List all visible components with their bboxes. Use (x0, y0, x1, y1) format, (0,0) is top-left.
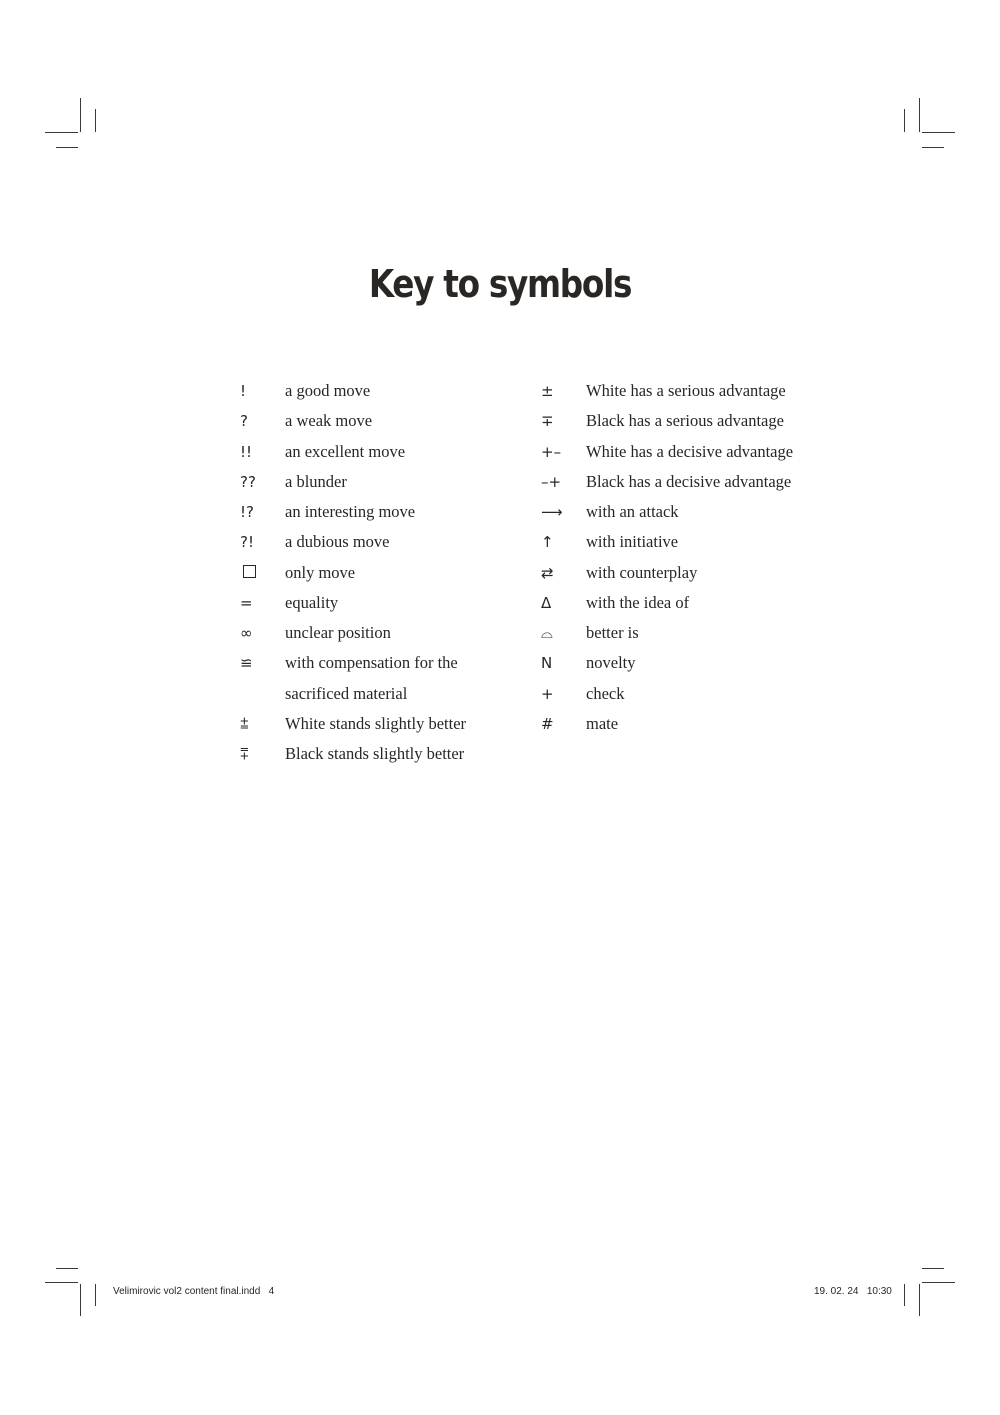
symbol-row (240, 467, 520, 497)
symbol-description: with compensation for the (285, 653, 458, 673)
symbol-row (541, 558, 841, 588)
delta-icon: Δ (541, 593, 552, 612)
symbol: + (541, 684, 554, 703)
symbol-row (240, 527, 520, 557)
symbol-description: a dubious move (285, 532, 390, 552)
symbol-list-right (541, 376, 841, 739)
symbol-description: White stands slightly better (285, 713, 467, 733)
symbol-row (240, 709, 520, 739)
symbol-description: check (586, 683, 625, 703)
symbol-row (240, 497, 520, 527)
symbol: ∞ (240, 624, 253, 643)
symbol-row (240, 618, 520, 648)
symbol-row (240, 406, 520, 436)
symbol: ⩱ (240, 745, 249, 764)
symbol-row (541, 497, 841, 527)
symbol-description: Black has a decisive advantage (586, 471, 792, 491)
symbol-row (240, 739, 520, 769)
symbol-description: Black stands slightly better (285, 744, 465, 764)
symbol-row (541, 588, 841, 618)
crop-mark (922, 1282, 955, 1283)
arrow-up-icon: ↑ (541, 533, 554, 552)
symbol-row (240, 558, 520, 588)
symbol-description: sacrificed material (285, 683, 408, 703)
crop-mark (922, 147, 944, 148)
symbol (240, 564, 285, 582)
symbol: ? (240, 412, 248, 431)
symbol-description: mate (586, 713, 619, 733)
crop-mark (80, 1284, 81, 1316)
symbol-row (240, 437, 520, 467)
symbol: ⩲ (240, 714, 249, 733)
symbol: ?! (240, 533, 254, 552)
symbol: ∓ (541, 412, 554, 431)
page-title: Key to symbols (368, 262, 632, 306)
segment-icon: ⌓ (541, 624, 553, 643)
symbol-description: unclear position (285, 623, 391, 643)
symbol-description: an excellent move (285, 441, 406, 461)
crop-mark (904, 1284, 905, 1306)
symbol: ?? (240, 472, 256, 491)
symbol-row (240, 648, 520, 678)
swap-arrows-icon: ⇄ (541, 563, 554, 582)
symbol-description: better is (586, 623, 639, 643)
symbol-description: only move (285, 562, 356, 582)
symbol-row (541, 679, 841, 709)
symbol-description: an interesting move (285, 502, 416, 522)
symbol: ≌ (240, 654, 253, 673)
symbol-row (541, 618, 841, 648)
symbol-row (541, 376, 841, 406)
symbol-description: White has a decisive advantage (586, 441, 794, 461)
crop-mark (904, 109, 905, 132)
arrow-right-icon: ⟶ (541, 503, 563, 522)
symbol-description: Black has a serious advantage (586, 411, 784, 431)
symbol-description: with the idea of (586, 592, 690, 612)
symbol-description: a blunder (285, 471, 347, 491)
symbol: –+ (541, 472, 562, 491)
symbol: N (541, 654, 553, 673)
footer-filename: Velimirovic vol2 content final.indd 4 (113, 1286, 275, 1297)
crop-mark (919, 1284, 920, 1316)
footer-timestamp: 19. 02. 24 10:30 (814, 1286, 892, 1297)
symbol: ± (541, 382, 554, 401)
crop-mark (95, 109, 96, 132)
crop-mark (45, 132, 78, 133)
symbol-description: a weak move (285, 411, 373, 431)
symbol-description: White has a serious advantage (586, 381, 786, 401)
symbol-description: with counterplay (586, 562, 698, 582)
symbol-row (240, 376, 520, 406)
symbol: !? (240, 503, 254, 522)
crop-mark (56, 1268, 78, 1269)
symbol-row (541, 709, 841, 739)
crop-mark (80, 98, 81, 132)
symbol-description: novelty (586, 653, 636, 673)
symbol-row (541, 437, 841, 467)
crop-mark (95, 1284, 96, 1306)
crop-mark (919, 98, 920, 132)
symbol-row (541, 467, 841, 497)
symbol-description: with initiative (586, 532, 679, 552)
symbol-description: with an attack (586, 502, 679, 522)
symbol-row (541, 406, 841, 436)
symbol: !! (240, 442, 253, 461)
square-icon (243, 565, 256, 578)
symbol: = (240, 593, 253, 612)
symbol-row (240, 588, 520, 618)
symbol: ! (240, 382, 247, 401)
symbol-list-left (240, 376, 520, 769)
symbol-description: a good move (285, 381, 371, 401)
symbol: # (541, 714, 554, 733)
symbol: +– (541, 442, 562, 461)
crop-mark (45, 1282, 78, 1283)
symbol-row (240, 679, 520, 709)
symbol-description: equality (285, 592, 339, 612)
crop-mark (56, 147, 78, 148)
symbol-row (541, 527, 841, 557)
crop-mark (922, 132, 955, 133)
symbol-row (541, 648, 841, 678)
crop-mark (922, 1268, 944, 1269)
